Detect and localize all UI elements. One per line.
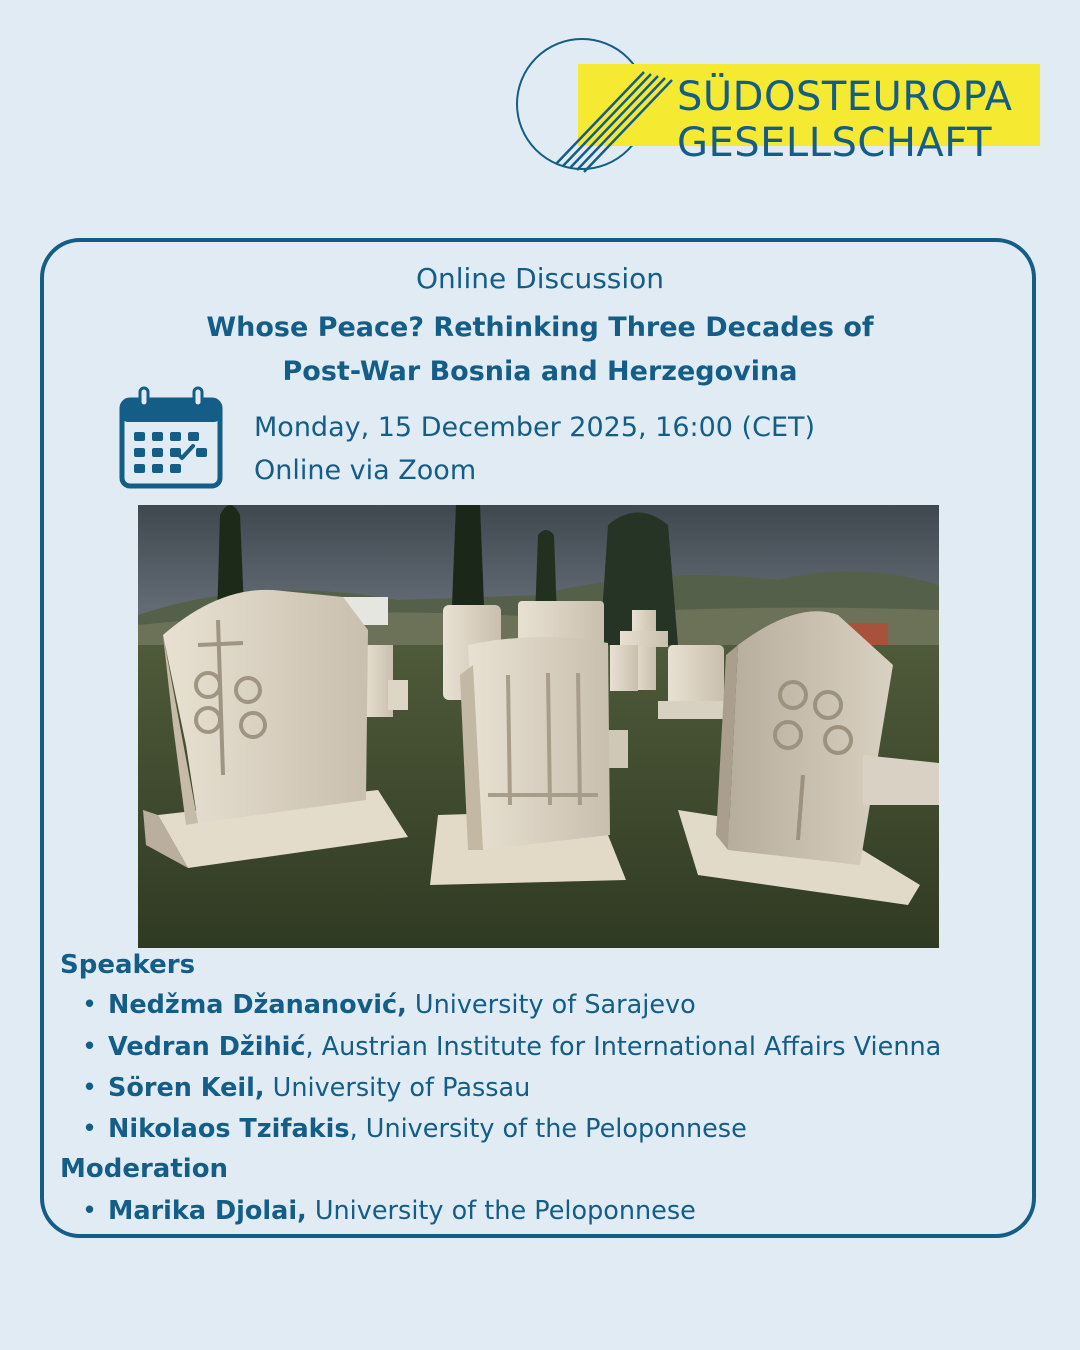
event-details <box>254 406 815 492</box>
moderator-item <box>82 1196 696 1226</box>
speaker-name: Sören Keil, <box>108 1073 265 1103</box>
logo-line-1: SÜDOSTEUROPA <box>677 74 1013 120</box>
speaker-item <box>82 990 696 1020</box>
logo <box>512 36 1052 186</box>
bullet: • <box>82 1032 98 1062</box>
event-location: Online via Zoom <box>254 455 477 486</box>
bullet: • <box>82 1073 98 1103</box>
speaker-item <box>82 1032 941 1062</box>
event-kicker: Online Discussion <box>415 262 665 295</box>
moderator-affiliation: University of the Peloponnese <box>306 1196 696 1226</box>
speaker-affiliation: University of Sarajevo <box>406 990 696 1020</box>
speaker-affiliation: University of Passau <box>264 1073 531 1103</box>
event-title-line-1: Whose Peace? Rethinking Three Decades of <box>206 312 874 343</box>
speakers-heading: Speakers <box>60 950 196 980</box>
bullet: • <box>82 1196 98 1226</box>
bullet: • <box>82 990 98 1020</box>
bullet: • <box>82 1114 98 1144</box>
moderation-heading: Moderation <box>60 1154 229 1184</box>
speaker-name: Nikolaos Tzifakis <box>108 1114 350 1144</box>
event-title <box>100 306 980 394</box>
event-title-line-2: Post-War Bosnia and Herzegovina <box>282 356 798 387</box>
speaker-name: Vedran Džihić <box>108 1032 306 1062</box>
speaker-affiliation: , Austrian Institute for International Affairs Vienna <box>305 1032 942 1062</box>
speaker-affiliation: , University of the Peloponnese <box>349 1114 747 1144</box>
logo-wordmark <box>677 74 1013 166</box>
speaker-item <box>82 1114 747 1144</box>
speaker-item <box>82 1073 530 1103</box>
tombstones-photo <box>138 505 939 948</box>
logo-line-2: GESELLSCHAFT <box>677 120 993 166</box>
speaker-name: Nedžma Džananović, <box>108 990 407 1020</box>
event-date: Monday, 15 December 2025, 16:00 (CET) <box>254 412 816 443</box>
calendar-check-icon <box>118 386 224 490</box>
moderator-name: Marika Djolai, <box>108 1196 307 1226</box>
